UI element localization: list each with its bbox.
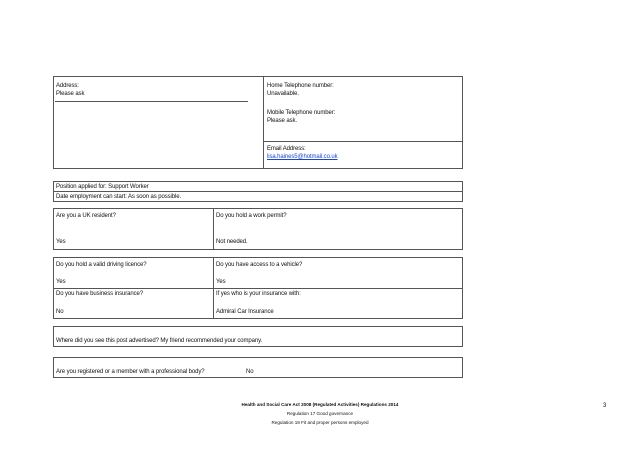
- start-date: Date employment can start: As soon as possible.: [56, 194, 182, 200]
- address-value: Please ask: [56, 91, 85, 97]
- residency-divider: [213, 208, 214, 250]
- work-permit-question: Do you hold a work permit?: [216, 213, 287, 219]
- uk-resident-question: Are you a UK resident?: [56, 213, 116, 219]
- footer-regulation-title: [180, 401, 460, 408]
- email-link[interactable]: lisa.haines5@hotmail.co.uk: [267, 154, 338, 160]
- professional-answer: No: [246, 369, 254, 375]
- insurance-row-divider: [53, 288, 463, 289]
- mobile-phone-label: Mobile Telephone number:: [267, 110, 336, 116]
- professional-question: Are you registered or a member with a professional body?: [56, 369, 205, 375]
- uk-resident-answer: Yes: [56, 239, 66, 245]
- work-permit-answer: Not needed.: [216, 239, 248, 245]
- mobile-phone-value: Please ask.: [267, 118, 297, 124]
- address-underline: [55, 101, 248, 102]
- email-label: Email Address:: [267, 146, 306, 152]
- vehicle-answer: Yes: [216, 279, 226, 285]
- position-applied: Position applied for: Support Worker: [56, 184, 149, 190]
- address-label: Address:: [56, 83, 79, 89]
- advert-source: Where did you see this post advertised? My friend recommended your company.: [56, 338, 263, 344]
- footer-regulation-17: Regulation 17 Good governance: [286, 411, 354, 416]
- vehicle-question: Do you have access to a vehicle?: [216, 262, 303, 268]
- footer-regulation-19: Regulation 19 Fit and proper persons employed: [271, 420, 369, 425]
- footer-line-1: Health and Social Care Act 2008 (Regulated Activities) Regulations 2014: [241, 402, 399, 407]
- insurer-question: If yes who is your insurance with:: [216, 291, 301, 297]
- address-divider: [263, 76, 264, 169]
- business-insurance-question: Do you have business insurance?: [56, 291, 143, 297]
- position-row-divider: [53, 191, 463, 192]
- business-insurance-answer: No: [56, 309, 64, 315]
- driving-licence-answer: Yes: [56, 279, 66, 285]
- page-number: 3: [603, 403, 607, 409]
- insurer-answer: Admiral Car Insurance: [216, 309, 274, 315]
- driving-licence-question: Do you hold a valid driving licence?: [56, 262, 147, 268]
- address-contact-table: [53, 76, 463, 169]
- home-phone-value: Unavailable.: [267, 91, 299, 97]
- home-phone-label: Home Telephone number:: [267, 83, 334, 89]
- email-divider: [263, 141, 463, 142]
